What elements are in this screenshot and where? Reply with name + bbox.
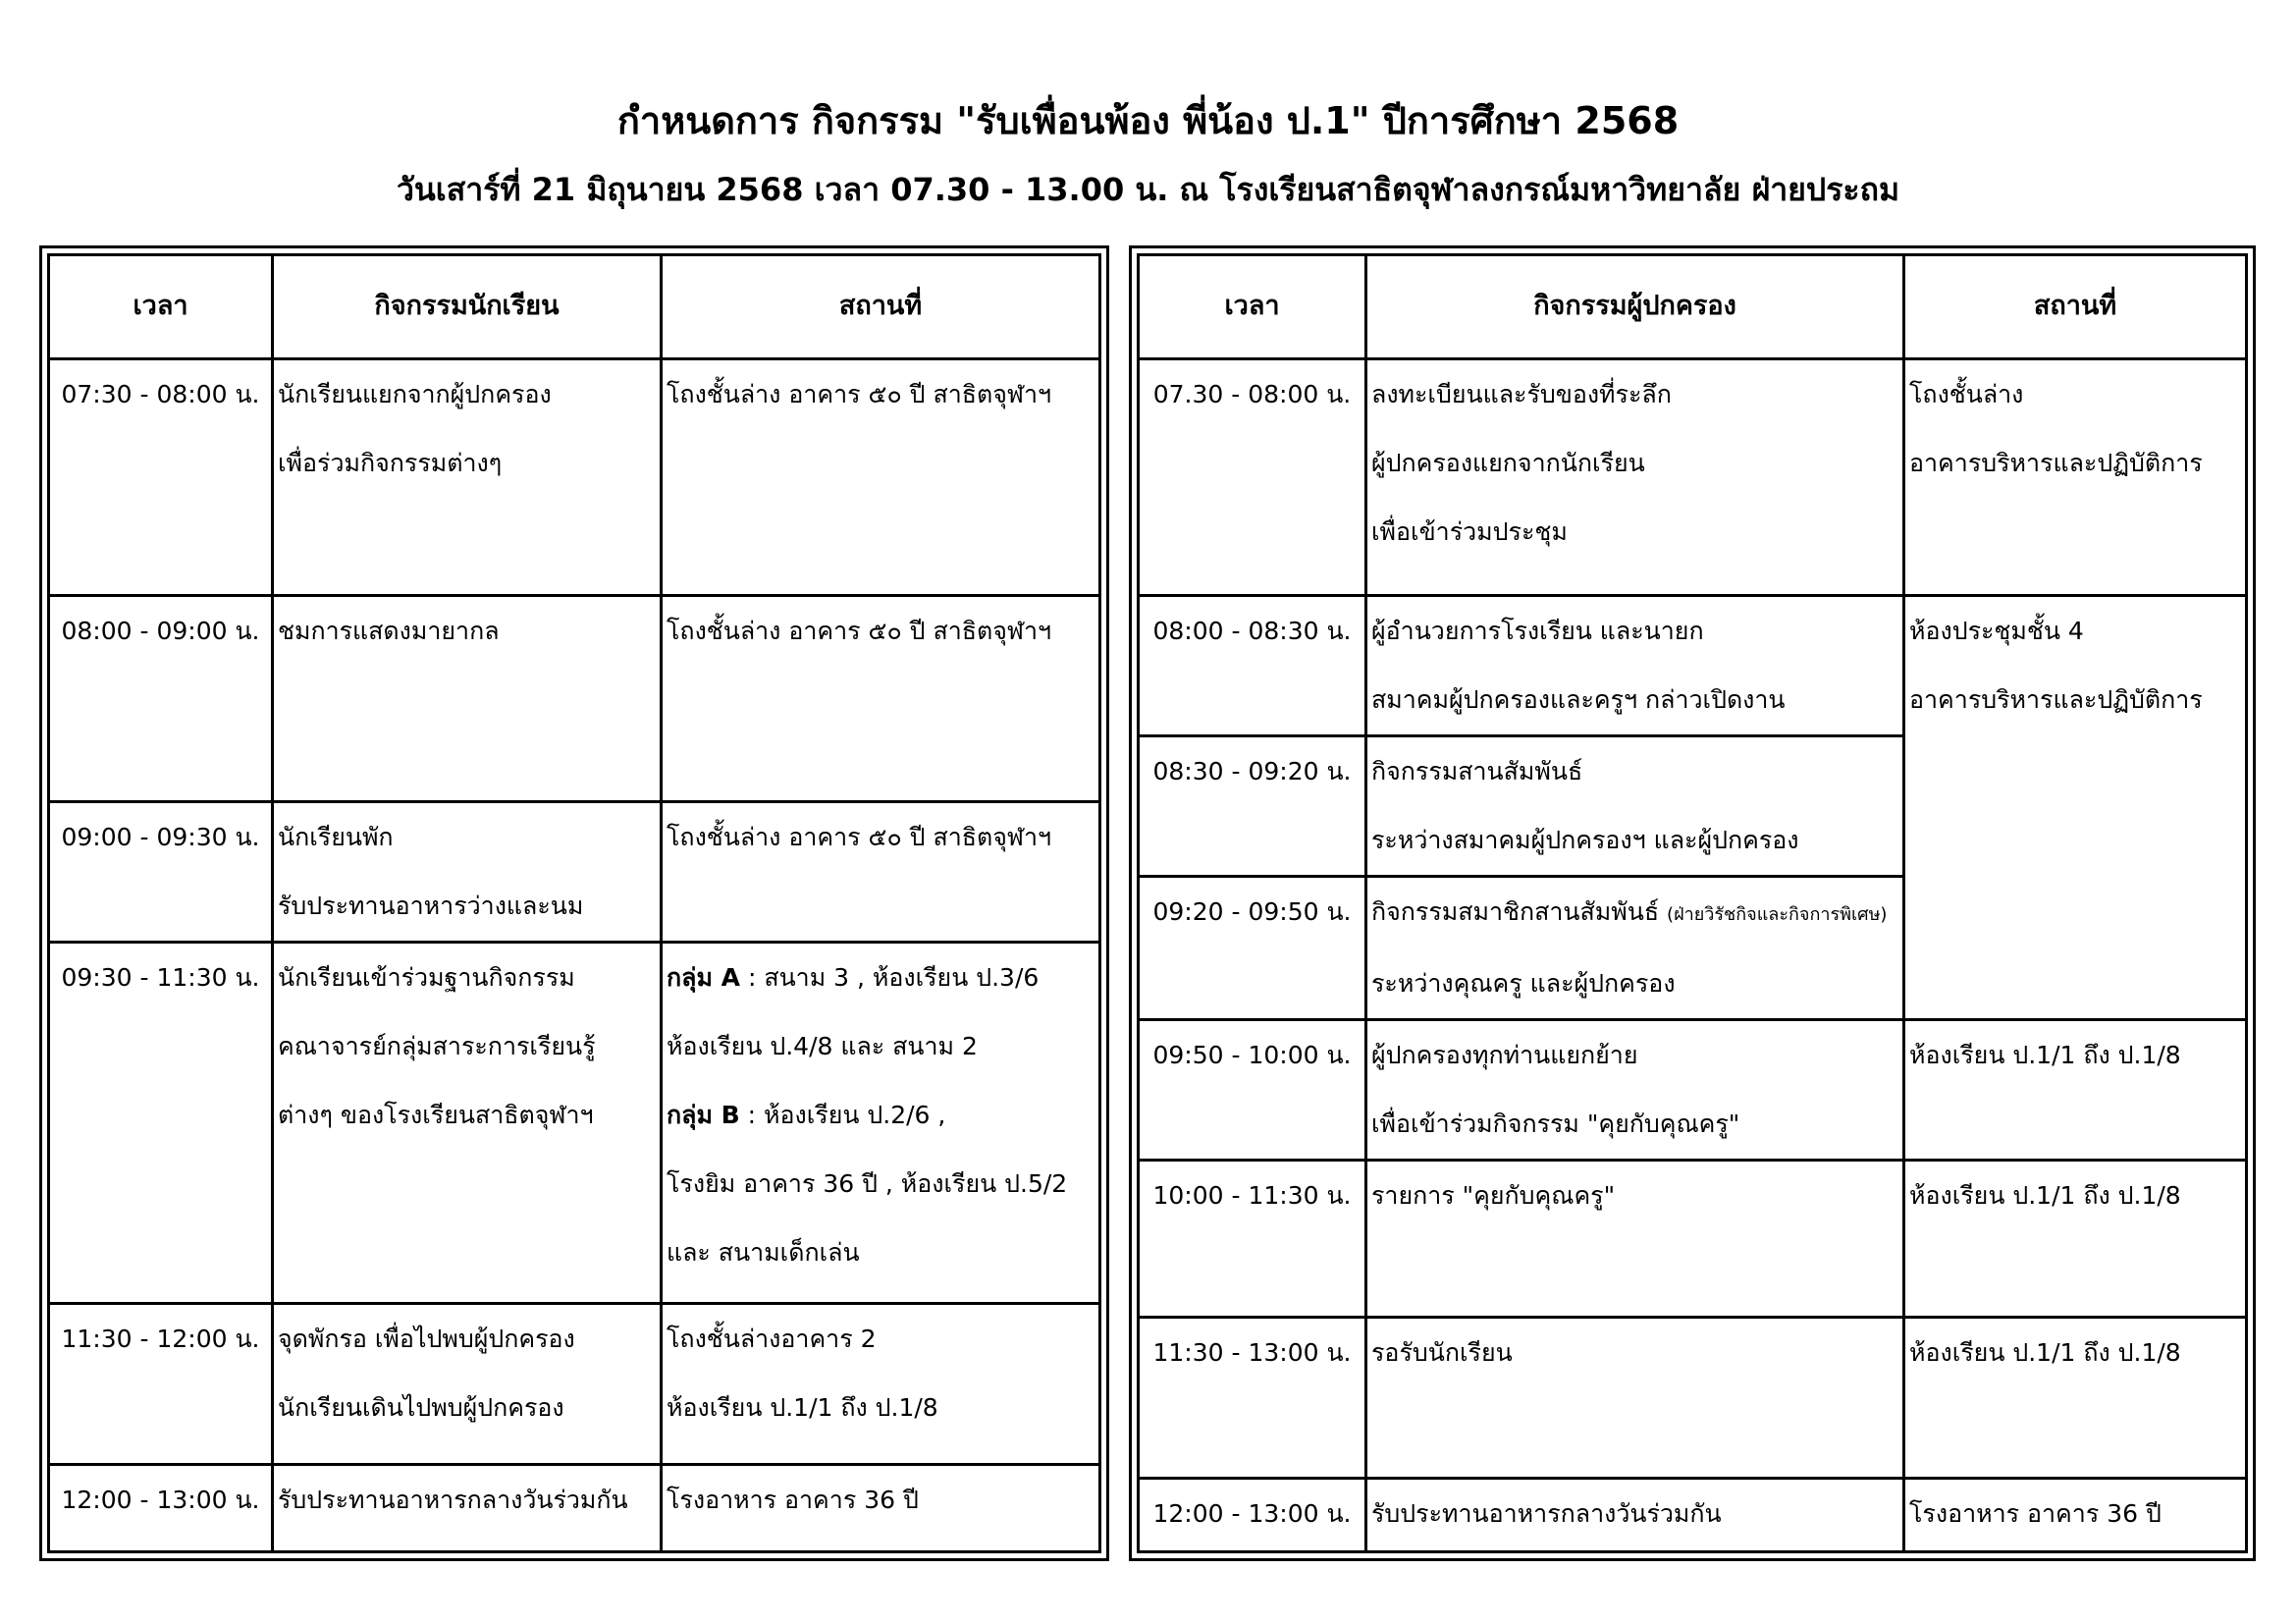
place-cell (662, 943, 1100, 1304)
student-schedule-panel (39, 245, 1109, 1561)
column-header-place: สถานที่ (1904, 255, 2247, 359)
time-cell: 11:30 - 13:00 น. (1139, 1318, 1366, 1479)
activity-line: กิจกรรมสานสัมพันธ์ (1371, 757, 1583, 785)
table-row (1139, 1479, 2247, 1552)
activity-line: เพื่อร่วมกิจกรรมต่างๆ (278, 449, 503, 477)
activity-line: ผู้ปกครองแยกจากนักเรียน (1371, 449, 1645, 477)
table-header-row (1139, 255, 2247, 359)
time-cell: 09:20 - 09:50 น. (1139, 877, 1366, 1020)
place-line: โถงชั้นล่าง (1909, 380, 2024, 408)
activity-cell (273, 596, 662, 802)
place-line: ห้องประชุมชั้น 4 (1909, 617, 2084, 645)
activity-line: รับประทานอาหารว่างและนม (278, 892, 584, 920)
activity-line: ผู้ปกครองทุกท่านแยกย้าย (1371, 1041, 1638, 1069)
group-a-label: กลุ่ม A (667, 963, 740, 992)
activity-line: เพื่อเข้าร่วมประชุม (1371, 517, 1568, 546)
parent-schedule-table (1137, 253, 2248, 1553)
activity-line: นักเรียนแยกจากผู้ปกครอง (278, 380, 552, 408)
activity-line: นักเรียนเดินไปพบผู้ปกครอง (278, 1393, 564, 1422)
group-b-label: กลุ่ม B (667, 1101, 740, 1129)
activity-line (1371, 878, 1898, 949)
activity-line: ระหว่างคุณครู และผู้ปกครอง (1371, 969, 1676, 998)
meeting-place-cell (1904, 596, 2247, 1020)
activity-line: รับประทานอาหารกลางวันร่วมกัน (1371, 1499, 1722, 1528)
activity-cell (273, 802, 662, 943)
department-note: (ฝ่ายวิรัชกิจและกิจการพิเศษ) (1667, 904, 1888, 925)
place-line: ห้องเรียน ป.1/1 ถึง ป.1/8 (1909, 1181, 2181, 1210)
activity-cell (1366, 1479, 1904, 1552)
time-cell: 09:30 - 11:30 น. (49, 943, 273, 1304)
time-cell: 09:00 - 09:30 น. (49, 802, 273, 943)
place-line: โรงอาหาร อาคาร 36 ปี (1909, 1499, 2162, 1528)
place-cell (662, 1465, 1100, 1552)
place-cell (1904, 1161, 2247, 1318)
activity-cell (1366, 877, 1904, 1020)
activity-cell (1366, 1161, 1904, 1318)
place-cell (1904, 1318, 2247, 1479)
activity-cell (1366, 1318, 1904, 1479)
place-line: โรงอาหาร อาคาร 36 ปี (667, 1486, 919, 1514)
table-row (1139, 1161, 2247, 1318)
column-header-time: เวลา (1139, 255, 1366, 359)
page-subtitle: วันเสาร์ที่ 21 มิถุนายน 2568 เวลา 07.30 - 13.00 น. ณ โรงเรียนสาธิตจุฬาลงกรณ์มหาวิทยาลัย ฝ่ายประถม (396, 171, 1900, 208)
activity-cell (273, 1304, 662, 1465)
activity-line: รอรับนักเรียน (1371, 1338, 1513, 1367)
column-header-place: สถานที่ (662, 255, 1100, 359)
time-cell: 12:00 - 13:00 น. (1139, 1479, 1366, 1552)
place-line: ห้องเรียน ป.4/8 และ สนาม 2 (667, 1032, 978, 1060)
group-a-text: : สนาม 3 , ห้องเรียน ป.3/6 (740, 963, 1040, 992)
table-row (49, 1465, 1100, 1552)
activity-line: นักเรียนเข้าร่วมฐานกิจกรรม (278, 963, 575, 992)
place-line: ห้องเรียน ป.1/1 ถึง ป.1/8 (667, 1393, 938, 1422)
activity-line: ชมการแสดงมายากล (278, 617, 500, 645)
column-header-time: เวลา (49, 255, 273, 359)
activity-line: สมาคมผู้ปกครองและครูฯ กล่าวเปิดงาน (1371, 685, 1786, 714)
place-cell (1904, 1020, 2247, 1161)
place-line: ห้องเรียน ป.1/1 ถึง ป.1/8 (1909, 1041, 2181, 1069)
activity-line: ระหว่างสมาคมผู้ปกครองฯ และผู้ปกครอง (1371, 826, 1799, 854)
time-cell: 08:00 - 08:30 น. (1139, 596, 1366, 736)
place-line: อาคารบริหารและปฏิบัติการ (1909, 449, 2203, 477)
page-title: กำหนดการ กิจกรรม "รับเพื่อนพ้อง พี่น้อง ป.1" ปีการศึกษา 2568 (616, 99, 1680, 142)
place-line: โถงชั้นล่าง อาคาร ๕๐ ปี สาธิตจุฬาฯ (667, 380, 1052, 408)
place-cell (662, 359, 1100, 596)
activity-line: ต่างๆ ของโรงเรียนสาธิตจุฬาฯ (278, 1101, 594, 1129)
place-cell (662, 1304, 1100, 1465)
activity-cell (1366, 359, 1904, 596)
place-line: โรงยิม อาคาร 36 ปี , ห้องเรียน ป.5/2 (667, 1169, 1068, 1198)
activity-line: ลงทะเบียนและรับของที่ระลึก (1371, 380, 1672, 408)
place-cell (1904, 1479, 2247, 1552)
place-cell (1904, 359, 2247, 596)
table-row (49, 802, 1100, 943)
time-cell: 12:00 - 13:00 น. (49, 1465, 273, 1552)
table-row (49, 943, 1100, 1304)
activity-cell (273, 1465, 662, 1552)
place-line: และ สนามเด็กเล่น (667, 1238, 860, 1267)
time-cell: 08:00 - 09:00 น. (49, 596, 273, 802)
table-row (1139, 596, 2247, 736)
place-line: ห้องเรียน ป.1/1 ถึง ป.1/8 (1909, 1338, 2181, 1367)
parent-schedule-panel (1129, 245, 2256, 1561)
table-row (49, 1304, 1100, 1465)
activity-line: รายการ "คุยกับคุณครู" (1371, 1181, 1616, 1210)
activity-cell (273, 359, 662, 596)
time-cell: 10:00 - 11:30 น. (1139, 1161, 1366, 1318)
table-row (49, 596, 1100, 802)
activity-line: ผู้อำนวยการโรงเรียน และนายก (1371, 617, 1704, 645)
activity-cell (1366, 736, 1904, 877)
column-header-activity: กิจกรรมนักเรียน (273, 255, 662, 359)
place-cell (662, 596, 1100, 802)
activity-cell (273, 943, 662, 1304)
activity-text: กิจกรรมสมาชิกสานสัมพันธ์ (1371, 897, 1660, 926)
student-schedule-table (47, 253, 1101, 1553)
time-cell: 07.30 - 08:00 น. (1139, 359, 1366, 596)
place-line: อาคารบริหารและปฏิบัติการ (1909, 685, 2203, 714)
place-line (667, 1081, 1095, 1150)
place-cell (662, 802, 1100, 943)
table-header-row (49, 255, 1100, 359)
table-row (1139, 1318, 2247, 1479)
activity-line: นักเรียนพัก (278, 823, 394, 851)
place-line: โถงชั้นล่างอาคาร 2 (667, 1325, 877, 1353)
place-line (667, 944, 1095, 1012)
time-cell: 07:30 - 08:00 น. (49, 359, 273, 596)
activity-cell (1366, 1020, 1904, 1161)
place-line: โถงชั้นล่าง อาคาร ๕๐ ปี สาธิตจุฬาฯ (667, 617, 1052, 645)
table-row (1139, 1020, 2247, 1161)
time-cell: 08:30 - 09:20 น. (1139, 736, 1366, 877)
group-b-text: : ห้องเรียน ป.2/6 , (739, 1101, 946, 1129)
column-header-activity: กิจกรรมผู้ปกครอง (1366, 255, 1904, 359)
activity-cell (1366, 596, 1904, 736)
activity-line: รับประทานอาหารกลางวันร่วมกัน (278, 1486, 628, 1514)
activity-line: คณาจารย์กลุ่มสาระการเรียนรู้ (278, 1032, 596, 1060)
table-row (1139, 359, 2247, 596)
activity-line: จุดพักรอ เพื่อไปพบผู้ปกครอง (278, 1325, 575, 1353)
place-line: โถงชั้นล่าง อาคาร ๕๐ ปี สาธิตจุฬาฯ (667, 823, 1052, 851)
time-cell: 09:50 - 10:00 น. (1139, 1020, 1366, 1161)
table-row (49, 359, 1100, 596)
time-cell: 11:30 - 12:00 น. (49, 1304, 273, 1465)
activity-line: เพื่อเข้าร่วมกิจกรรม "คุยกับคุณครู" (1371, 1110, 1740, 1138)
